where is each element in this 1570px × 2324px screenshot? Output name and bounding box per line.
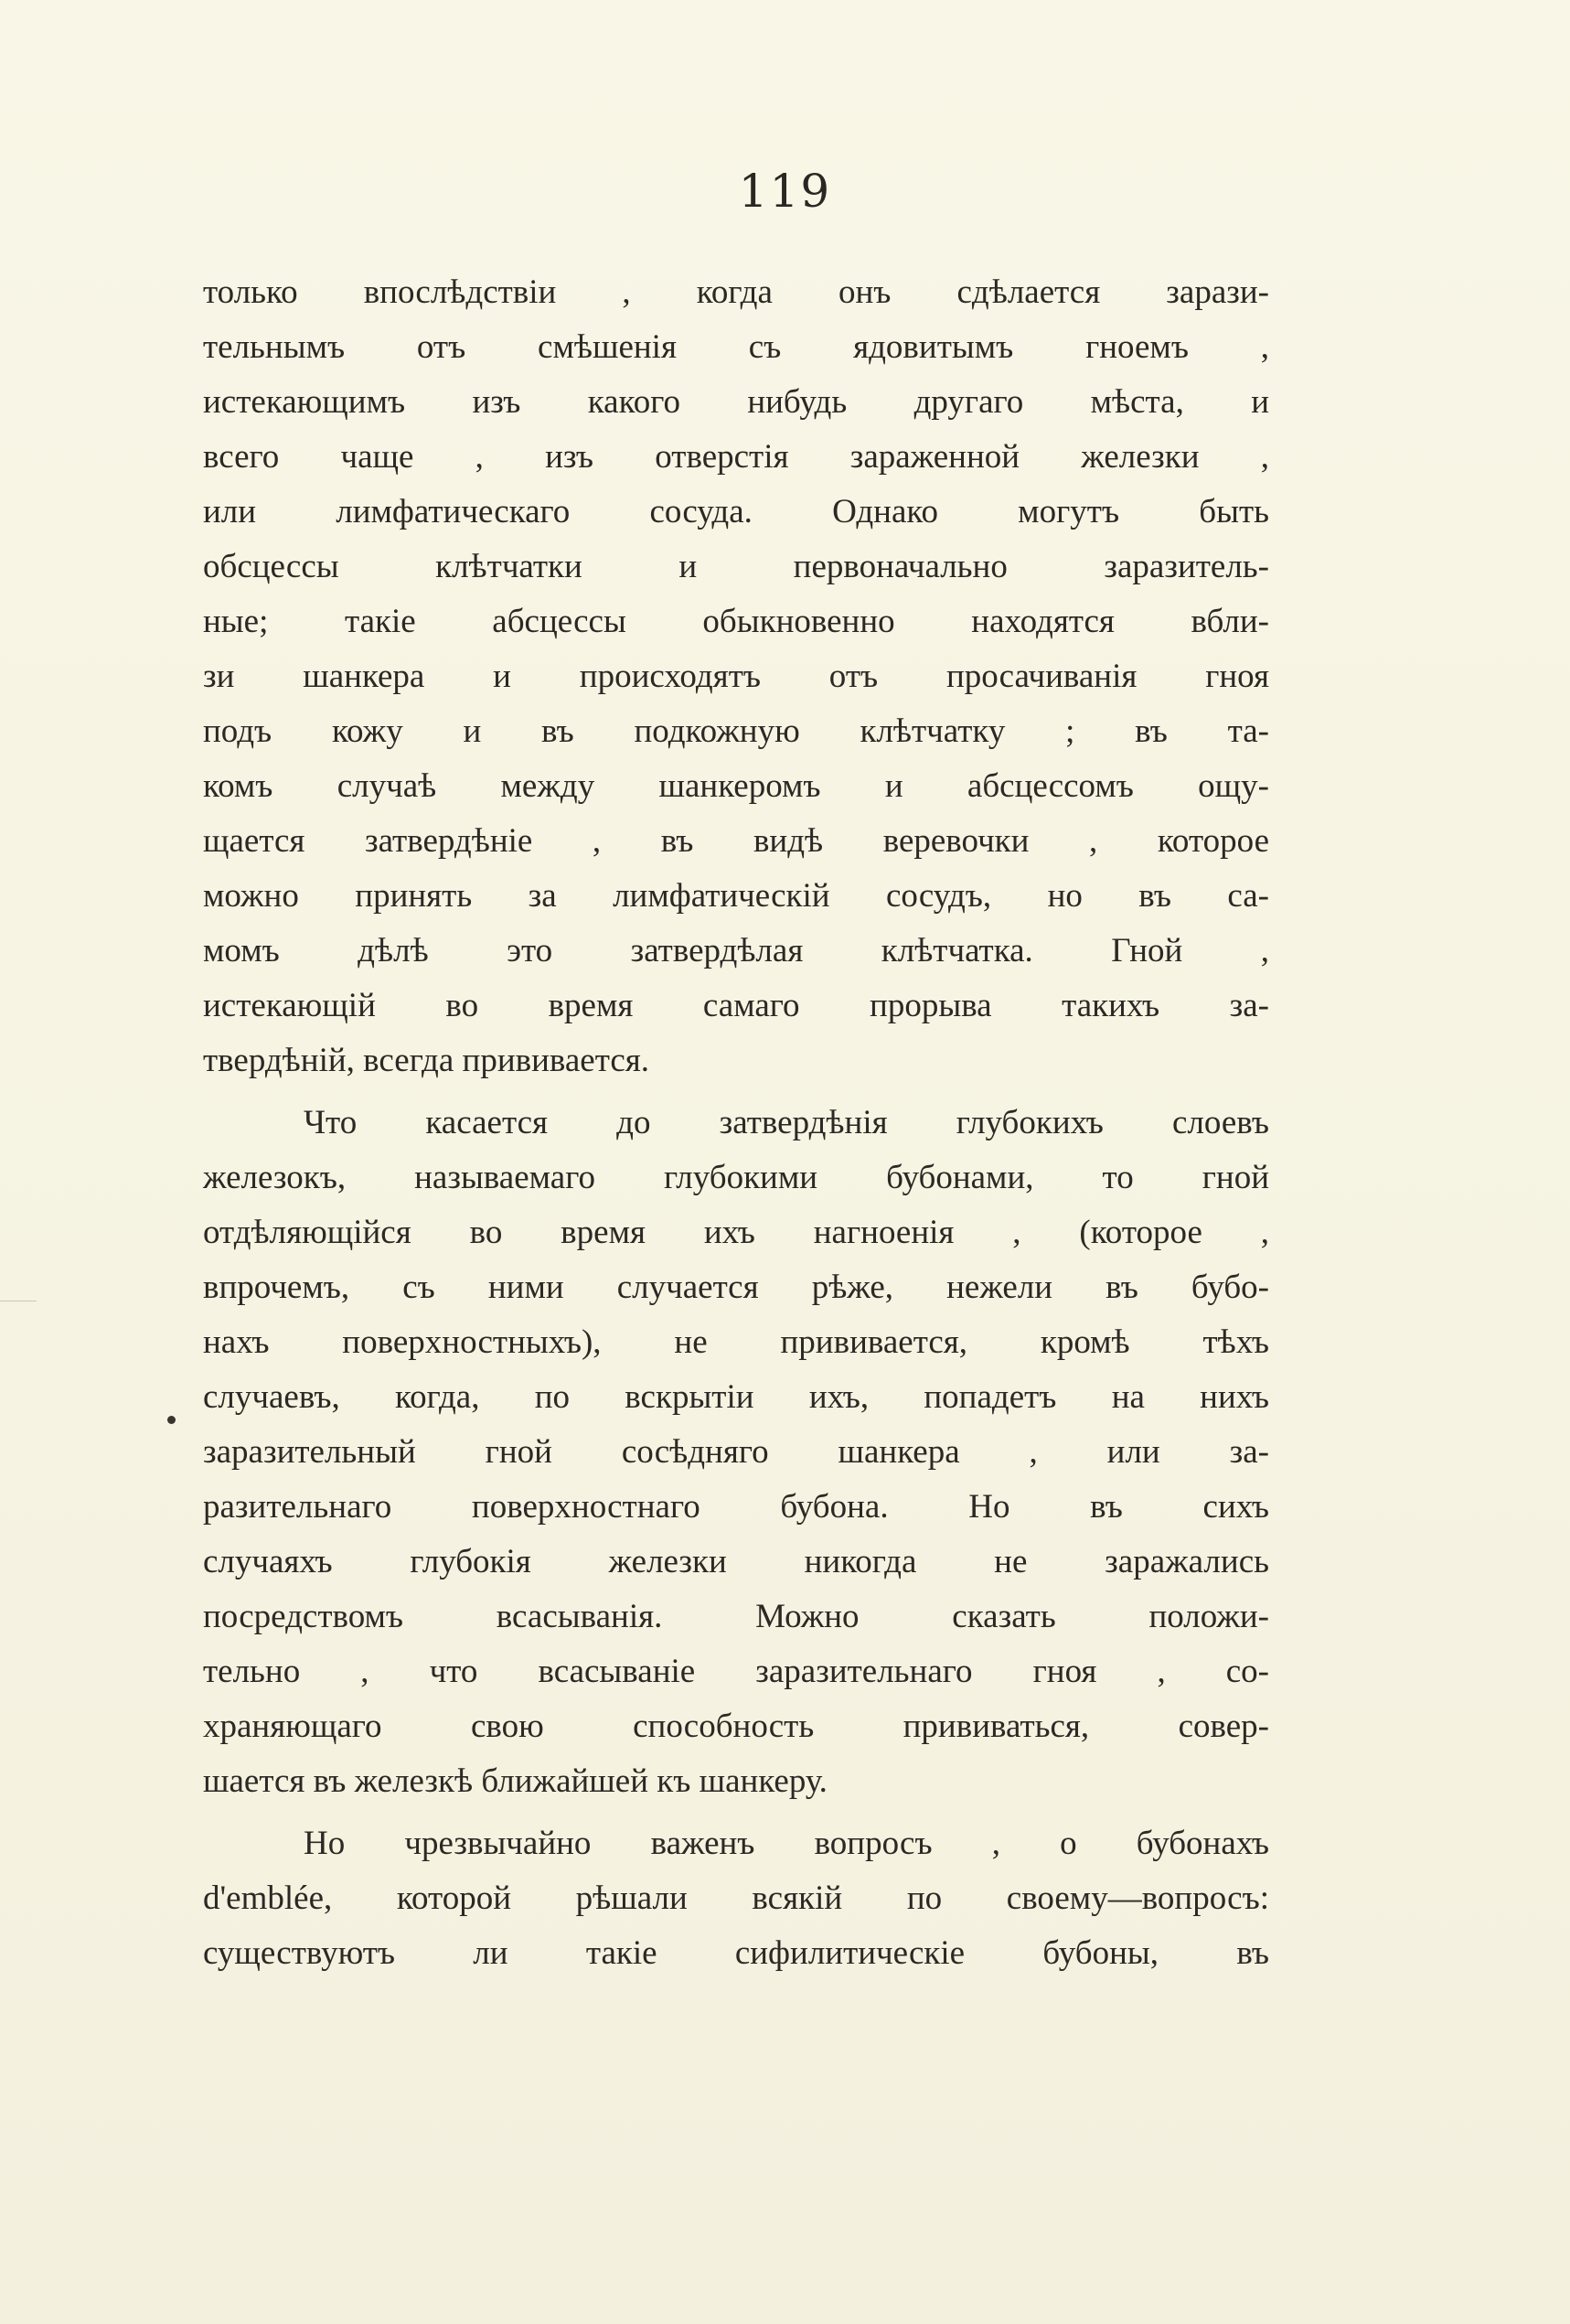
text-line: подъ кожу и въ подкожную клѣтчатку ; въ та- (203, 712, 1269, 750)
text-line: случаевъ, когда, по вскрытіи ихъ, попадетъ на нихъ (203, 1378, 1269, 1416)
text-line: Что касается до затвердѣнія глубокихъ слоевъ (304, 1104, 1269, 1141)
text-line: твердѣній, всегда прививается. (203, 1042, 650, 1079)
paragraph (203, 1096, 1269, 1809)
text-line: тельнымъ отъ смѣшенія съ ядовитымъ гноемъ , (203, 328, 1269, 366)
paragraph (203, 1816, 1269, 1981)
text-line: зи шанкера и происходятъ отъ просачиванія гноя (203, 658, 1269, 695)
text-line: всего чаще , изъ отверстія зараженной железки , (203, 438, 1269, 476)
text-line: обсцессы клѣтчатки и первоначально заразитель- (203, 548, 1269, 585)
text-line: отдѣляющійся во время ихъ нагноенія , (которое , (203, 1214, 1269, 1251)
text-line: только впослѣдствіи , когда онъ сдѣлается зарази- (203, 273, 1269, 311)
text-line: или лимфатическаго сосуда. Однако могутъ быть (203, 493, 1269, 530)
text-line: ные; такіе абсцессы обыкновенно находятся вбли- (203, 603, 1269, 640)
text-line: посредствомъ всасыванія. Можно сказать положи- (203, 1598, 1269, 1635)
text-line: Но чрезвычайно важенъ вопросъ , о бубонахъ (304, 1825, 1269, 1862)
text-line: можно принять за лимфатическій сосудъ, но въ са- (203, 877, 1269, 915)
text-line: заразительный гной сосѣдняго шанкера , или за- (203, 1433, 1269, 1471)
text-line: d'emblée, которой рѣшали всякій по своему—вопросъ: (203, 1880, 1269, 1917)
ink-dot-mark (167, 1416, 176, 1424)
text-line: впрочемъ, съ ними случается рѣже, нежели въ бубо- (203, 1269, 1269, 1306)
text-line: нахъ поверхностныхъ), не прививается, кромѣ тѣхъ (203, 1323, 1269, 1361)
text-line: истекающимъ изъ какого нибудь другаго мѣста, и (203, 383, 1269, 421)
text-line: железокъ, называемаго глубокими бубонами, то гной (203, 1159, 1269, 1196)
text-line: существуютъ ли такіе сифилитическіе бубоны, въ (203, 1934, 1269, 1972)
text-line: момъ дѣлѣ это затвердѣлая клѣтчатка. Гной , (203, 932, 1269, 969)
text-line: комъ случаѣ между шанкеромъ и абсцессомъ ощу- (203, 767, 1269, 805)
text-line: разительнаго поверхностнаго бубона. Но въ сихъ (203, 1488, 1269, 1526)
page-number: 119 (738, 165, 832, 218)
text-line: тельно , что всасываніе заразительнаго гноя , со- (203, 1653, 1269, 1690)
text-line: шается въ железкѣ ближайшей къ шанкеру. (203, 1762, 828, 1800)
text-line: щается затвердѣніе , въ видѣ веревочки , которое (203, 822, 1269, 860)
text-line: случаяхъ глубокія железки никогда не заражались (203, 1543, 1269, 1580)
text-line: храняющаго свою способность прививаться, совер- (203, 1708, 1269, 1745)
text-line: истекающій во время самаго прорыва такихъ за- (203, 987, 1269, 1024)
body-text (203, 265, 1269, 1981)
paragraph (203, 265, 1269, 1088)
